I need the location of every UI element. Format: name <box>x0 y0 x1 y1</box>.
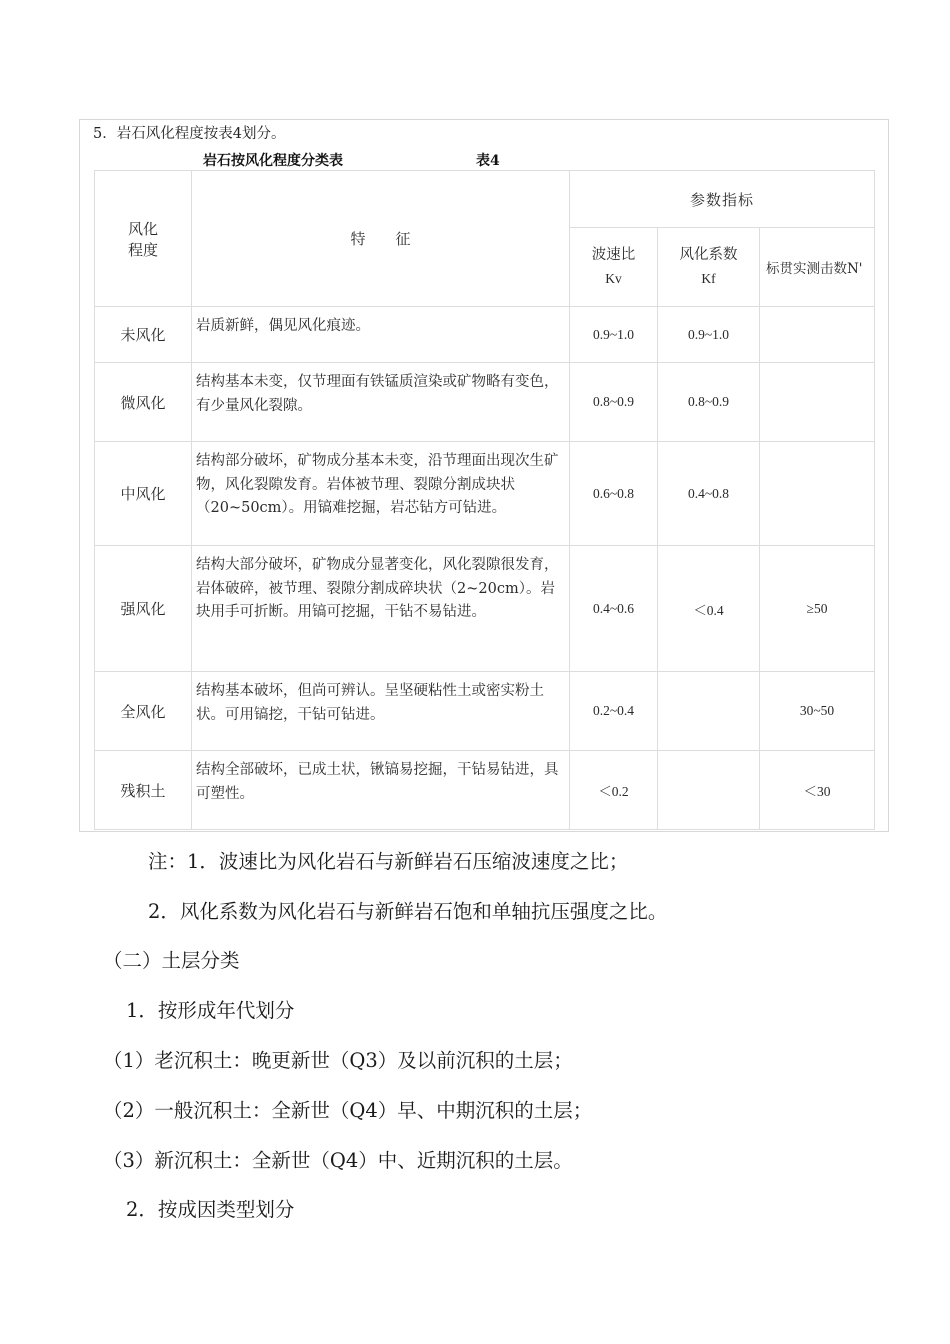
row-level: 残积土 <box>95 751 192 830</box>
row-kf: 0.4~0.8 <box>658 442 760 546</box>
row-kv: 0.9~1.0 <box>570 307 658 363</box>
row-kv: 0.4~0.6 <box>570 546 658 672</box>
table-figure <box>79 119 889 832</box>
row-level: 中风化 <box>95 442 192 546</box>
header-kv: 波速比 Kv <box>570 228 658 307</box>
header-n: 标贯实测击数N' <box>760 228 875 307</box>
row-level: 未风化 <box>95 307 192 363</box>
row-kv: ＜0.2 <box>570 751 658 830</box>
row-kf: ＜0.4 <box>658 546 760 672</box>
header-kf: 风化系数 Kf <box>658 228 760 307</box>
row-feature: 结构大部分破坏，矿物成分显著变化，风化裂隙很发育，岩体破碎，被节理、裂隙分割成碎块状（2~20cm）。岩块用手可折断。用镐可挖掘，干钻不易钻进。 <box>192 546 570 672</box>
row-feature: 结构全部破坏，已成土状，锹镐易挖掘，干钻易钻进，具可塑性。 <box>192 751 570 830</box>
row-kv: 0.6~0.8 <box>570 442 658 546</box>
row-n <box>760 363 875 442</box>
row-n <box>760 442 875 546</box>
table-row <box>95 442 875 546</box>
table-caption: 岩石按风化程度分类表 <box>203 153 343 169</box>
header-params: 参数指标 <box>570 171 875 228</box>
row-kf <box>658 672 760 751</box>
table-row <box>95 546 875 672</box>
row-level: 强风化 <box>95 546 192 672</box>
list-item: （2）一般沉积土：全新世（Q4）早、中期沉积的土层； <box>103 1099 593 1122</box>
row-feature: 岩质新鲜，偶见风化痕迹。 <box>192 307 570 363</box>
table-row <box>95 307 875 363</box>
row-feature: 结构基本未变，仅节理面有铁锰质渲染或矿物略有变色，有少量风化裂隙。 <box>192 363 570 442</box>
list-item: （1）老沉积土：晚更新世（Q3）及以前沉积的土层； <box>103 1049 573 1072</box>
table-row <box>95 751 875 830</box>
row-level: 微风化 <box>95 363 192 442</box>
row-kv: 0.8~0.9 <box>570 363 658 442</box>
header-level: 风化 程度 <box>95 171 192 307</box>
row-n <box>760 307 875 363</box>
note-1: 注：1．波速比为风化岩石与新鲜岩石压缩波速度之比； <box>148 850 629 873</box>
row-kv: 0.2~0.4 <box>570 672 658 751</box>
table-row <box>95 363 875 442</box>
table-number: 表4 <box>476 153 500 169</box>
note-2: 2．风化系数为风化岩石与新鲜岩石饱和单轴抗压强度之比。 <box>148 900 668 923</box>
list-item: （3）新沉积土：全新世（Q4）中、近期沉积的土层。 <box>103 1149 573 1172</box>
row-feature: 结构基本破坏，但尚可辨认。呈坚硬粘性土或密实粉土状。可用镐挖，干钻可钻进。 <box>192 672 570 751</box>
row-n: ＜30 <box>760 751 875 830</box>
row-n: ≥50 <box>760 546 875 672</box>
row-n: 30~50 <box>760 672 875 751</box>
table-row <box>95 672 875 751</box>
list-item: 2．按成因类型划分 <box>126 1198 295 1221</box>
row-kf: 0.8~0.9 <box>658 363 760 442</box>
header-feature: 特 征 <box>192 171 570 307</box>
row-level: 全风化 <box>95 672 192 751</box>
list-item: 1．按形成年代划分 <box>126 999 295 1022</box>
row-feature: 结构部分破坏，矿物成分基本未变，沿节理面出现次生矿物，风化裂隙发育。岩体被节理、裂隙分割成块状（20~50cm）。用镐难挖掘，岩芯钻方可钻进。 <box>192 442 570 546</box>
section-heading: （二）土层分类 <box>103 949 240 972</box>
weathering-table <box>94 170 875 830</box>
row-kf <box>658 751 760 830</box>
row-kf: 0.9~1.0 <box>658 307 760 363</box>
table-intro: 5．岩石风化程度按表4划分。 <box>93 126 286 142</box>
